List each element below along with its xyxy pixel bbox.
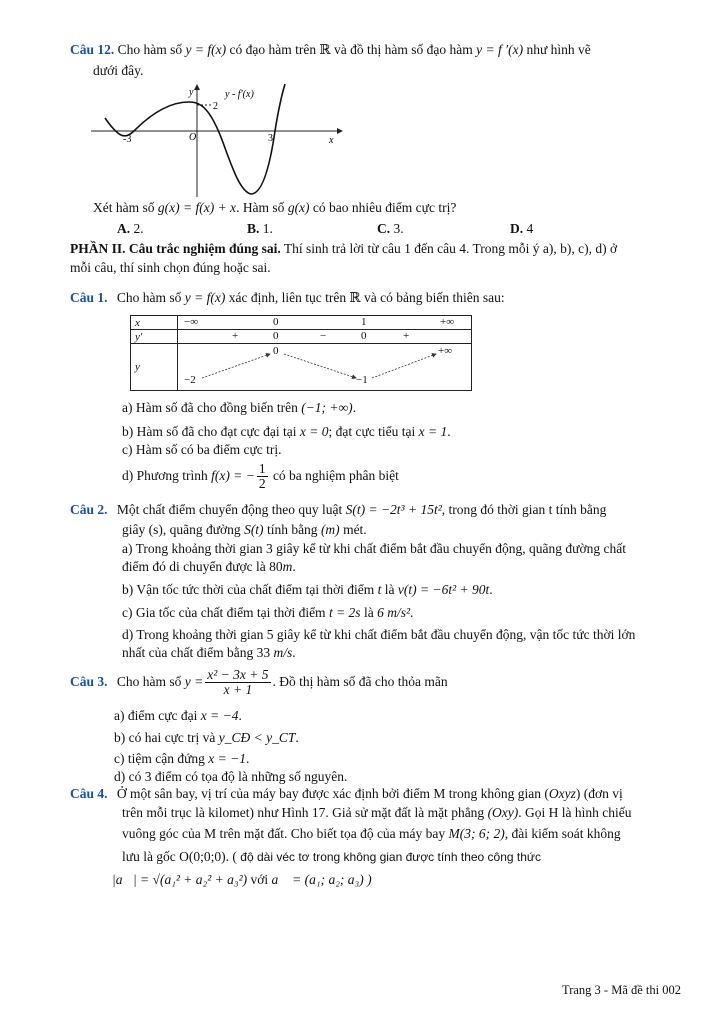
c2-text: , trong đó thời gian t tính bằng	[441, 502, 607, 517]
option-d[interactable]	[510, 221, 533, 237]
part2-line1	[70, 241, 617, 257]
x-arrow	[337, 128, 343, 134]
q12-g-def: g(x) = f(x) + x	[157, 200, 237, 215]
c1-d-text: có ba nghiệm phân biệt	[272, 467, 399, 483]
graph-tick-3: 3	[268, 133, 273, 144]
vt-sign: −	[320, 330, 327, 343]
vt-y-bottom: −1	[356, 374, 368, 387]
vt-yp-label: y′	[131, 330, 178, 344]
vt-y-top: 0	[273, 345, 279, 358]
part2-heading: PHẦN II. Câu trắc nghiệm đúng sai.	[70, 241, 281, 256]
vt-x-val: +∞	[440, 316, 455, 328]
c3-c-text: c) tiệm cận đứng	[114, 751, 205, 766]
c2-st: S(t)	[244, 522, 264, 537]
c2-text: mét.	[343, 522, 367, 537]
c2-a-line1: a) Trong khoảng thời gian 3 giây kể từ khi chất điểm bắt đầu chuyển động, quãng đường chất	[122, 541, 626, 556]
c3-item-c: c) tiệm cận đứng x = −1.	[114, 751, 250, 766]
c1-item-b: b) Hàm số đã cho đạt cực đại tại x = 0; đạt cực tiểu tại x = 1.	[122, 424, 451, 439]
vt-x-row	[178, 316, 472, 330]
c1-func: y = f(x)	[184, 290, 226, 305]
frac-den: x + 1	[223, 682, 253, 698]
part2-instructions: Thí sinh trả lời từ câu 1 đến câu 4. Trong mỗi ý a), b), c), d) ở	[283, 241, 618, 256]
c2-b-text: là	[384, 582, 395, 597]
q12-func: y = f(x)	[185, 42, 227, 57]
vt-x-val: −∞	[184, 316, 199, 328]
page-footer: Trang 3 - Mã đề thi 002	[562, 983, 681, 997]
c2-text: tính bằng	[266, 522, 318, 537]
c1-line1	[70, 290, 505, 306]
c1-b-math: x = 1	[418, 424, 448, 439]
c4-formula-text: với	[250, 872, 269, 887]
frac-num: 1	[258, 461, 266, 476]
c2-c-text: c) Gia tốc của chất điểm tại thời điểm	[122, 605, 326, 620]
c1-item-c: c) Hàm số có ba điểm cực trị.	[122, 442, 282, 457]
q12-text: Cho hàm số	[117, 42, 183, 57]
c3-a-math: x = −4	[200, 708, 239, 723]
y-arrow	[194, 84, 200, 90]
option-value: 2.	[133, 221, 144, 236]
c4-line3	[122, 826, 621, 842]
question-label: Câu 12.	[70, 42, 115, 57]
vt-y-label: y	[131, 344, 178, 391]
c2-b-text: b) Vận tốc tức thời của chất điểm tại thời điểm	[122, 582, 375, 597]
c2-d-line1: d) Trong khoảng thời gian 5 giây kể từ khi chất điểm bắt đầu chuyển động, vận tốc tức thời lớn	[122, 627, 636, 642]
c3-fraction	[205, 668, 270, 697]
c1-d-text: d) Phương trình	[122, 467, 208, 483]
c4-text: Ở một sân bay, vị trí của máy bay được xác định bởi điểm M trong không gian (	[116, 786, 549, 801]
option-value: 4	[526, 221, 534, 236]
c4-line2	[122, 805, 632, 821]
c4-formula-math: |a⃗| = √(a₁² + a₂² + a₃²)	[112, 872, 248, 887]
option-value: 1.	[262, 221, 273, 236]
option-key: D.	[510, 221, 524, 236]
vt-sign: +	[232, 330, 239, 343]
vt-sign: 0	[273, 330, 279, 343]
c2-b-t: t	[377, 582, 382, 597]
option-key: B.	[247, 221, 260, 236]
c1-a-text: a) Hàm số đã cho đồng biến trên	[122, 400, 298, 415]
c4-text: trên mỗi trục là kilomet) như Hình 17. Giả sử mặt đất là mặt phẳng	[122, 805, 485, 820]
c1-d-fraction	[257, 462, 268, 491]
c2-d-unit: m/s	[273, 645, 293, 660]
c4-text: vuông góc của M trên mặt đất. Cho biết tọa độ của máy bay	[122, 826, 446, 841]
vt-arrow-down	[284, 354, 356, 378]
q12-question	[93, 200, 456, 216]
vt-sign: 0	[361, 330, 367, 343]
q12-text: như hình vẽ	[526, 42, 591, 57]
c4-text: , đài kiểm soát không	[504, 826, 621, 841]
graph-curve-label: y - f'(x)	[225, 89, 254, 100]
c2-a-line2: điểm đó di chuyển được là 80m.	[122, 559, 296, 574]
c3-b-text: b) có hai cực trị và	[114, 730, 216, 745]
c3-c-math: x = −1	[208, 751, 247, 766]
question-label: Câu 4.	[70, 786, 108, 801]
option-key: A.	[117, 221, 131, 236]
c4-line4	[122, 849, 541, 865]
graph-label-x: x	[329, 135, 334, 146]
c4-line1	[70, 786, 623, 802]
c2-law: S(t) = −2t³ + 15t²	[345, 502, 442, 517]
q12-text: có đạo hàm trên ℝ và đồ thị hàm số đạo hàm	[229, 42, 473, 57]
vt-arrow-up2	[372, 354, 436, 378]
vt-sign: +	[403, 330, 410, 343]
question-label: Câu 3.	[70, 673, 108, 689]
c2-text: giây (s), quãng đường	[122, 522, 241, 537]
vt-x-label: x	[131, 316, 178, 330]
q12-q-text: Xét hàm số	[93, 200, 155, 215]
c2-c-math: 6 m/s²	[377, 605, 410, 620]
derivative-graph	[85, 82, 345, 200]
vt-x-val: 0	[273, 316, 279, 328]
vt-y-row	[178, 344, 472, 391]
graph-tick-2: 2	[213, 101, 218, 112]
c3-b-math: y_CĐ < y_CT	[218, 730, 296, 745]
vt-y-top: +∞	[438, 345, 453, 358]
option-value: 3.	[393, 221, 404, 236]
q12-q-text: có bao nhiêu điểm cực trị?	[312, 200, 457, 215]
c1-item-a: a) Hàm số đã cho đồng biến trên (−1; +∞).	[122, 400, 357, 415]
c4-text: lưu là gốc O(0;0;0). (	[122, 849, 237, 864]
c3-line1	[70, 668, 448, 697]
option-b[interactable]	[247, 221, 273, 237]
variation-table	[130, 315, 472, 391]
part2-line2: mỗi câu, thí sinh chọn đúng hoặc sai.	[70, 260, 271, 275]
c2-item-b: b) Vận tốc tức thời của chất điểm tại thời điểm t là v(t) = −6t² + 90t.	[122, 582, 493, 597]
option-c[interactable]	[377, 221, 404, 237]
c1-b-text: ; đạt cực tiểu tại	[328, 424, 416, 439]
option-key: C.	[377, 221, 391, 236]
c4-text: ) (đơn vị	[575, 786, 623, 801]
question-label: Câu 2.	[70, 502, 108, 517]
q12-line1	[70, 42, 591, 58]
c2-d-text: nhất của chất điểm bằng 33	[122, 645, 271, 660]
c3-item-b: b) có hai cực trị và y_CĐ < y_CT.	[114, 730, 299, 745]
vt-arrows	[178, 344, 474, 390]
c1-b-text: b) Hàm số đã cho đạt cực đại tại	[122, 424, 297, 439]
c2-b-math: v(t) = −6t² + 90t	[397, 582, 490, 597]
c2-d-line2: nhất của chất điểm bằng 33 m/s.	[122, 645, 296, 660]
vt-y-bottom: −2	[184, 374, 196, 387]
c2-c-math: t = 2s	[328, 605, 361, 620]
q12-g: g(x)	[287, 200, 310, 215]
c1-b-math: x = 0	[299, 424, 329, 439]
c2-item-c: c) Gia tốc của chất điểm tại thời điểm t = 2s là 6 m/s².	[122, 605, 414, 620]
c1-d-math: f(x) = −	[211, 467, 255, 483]
option-a[interactable]	[117, 221, 144, 237]
c4-math: M(3; 6; 2)	[448, 826, 505, 841]
c1-a-math: (−1; +∞)	[301, 400, 353, 415]
q12-line2: dưới đây.	[93, 63, 144, 78]
c3-y-eq: y =	[184, 673, 204, 689]
c3-a-text: a) điểm cực đại	[114, 708, 198, 723]
c4-text: độ dài véc tơ trong không gian được tính theo công thức	[240, 850, 541, 864]
c3-text: . Đồ thị hàm số đã cho thỏa mãn	[272, 673, 448, 689]
c4-text: . Gọi H là hình chiếu	[518, 805, 632, 820]
c4-formula-math: a⃗ = (a₁; a₂; a₃) )	[271, 872, 372, 887]
graph-origin: O	[189, 132, 197, 143]
c4-formula	[112, 872, 372, 888]
question-label: Câu 1.	[70, 290, 108, 305]
vt-x-val: 1	[361, 316, 367, 328]
c2-a-unit: m	[282, 559, 293, 574]
vt-arrow-up	[202, 354, 270, 378]
c3-text: Cho hàm số	[116, 673, 182, 689]
c2-unit: (m)	[320, 522, 340, 537]
c1-text: Cho hàm số	[116, 290, 182, 305]
q12-q-text: . Hàm số	[236, 200, 285, 215]
graph-label-y: y	[189, 87, 194, 98]
c2-c-text: là	[363, 605, 374, 620]
c1-text: xác định, liên tục trên ℝ và có bảng biến thiên sau:	[228, 290, 505, 305]
c2-a-text: điểm đó di chuyển được là 80	[122, 559, 283, 574]
c2-text: Một chất điểm chuyển động theo quy luật	[116, 502, 343, 517]
frac-den: 2	[258, 476, 266, 492]
c1-item-d	[122, 462, 399, 491]
frac-num: x² − 3x + 5	[207, 667, 269, 682]
graph-tick-neg3: -3	[123, 134, 132, 145]
vt-yp-row	[178, 330, 472, 344]
c3-item-a: a) điểm cực đại x = −4.	[114, 708, 242, 723]
c4-math: Oxyz	[548, 786, 576, 801]
q12-deriv: y = f ′(x)	[476, 42, 524, 57]
c3-item-d: d) có 3 điểm có tọa độ là những số nguyên.	[114, 769, 348, 784]
c2-line1	[70, 502, 606, 518]
c2-line2	[122, 522, 367, 538]
c4-math: (Oxy)	[487, 805, 519, 820]
